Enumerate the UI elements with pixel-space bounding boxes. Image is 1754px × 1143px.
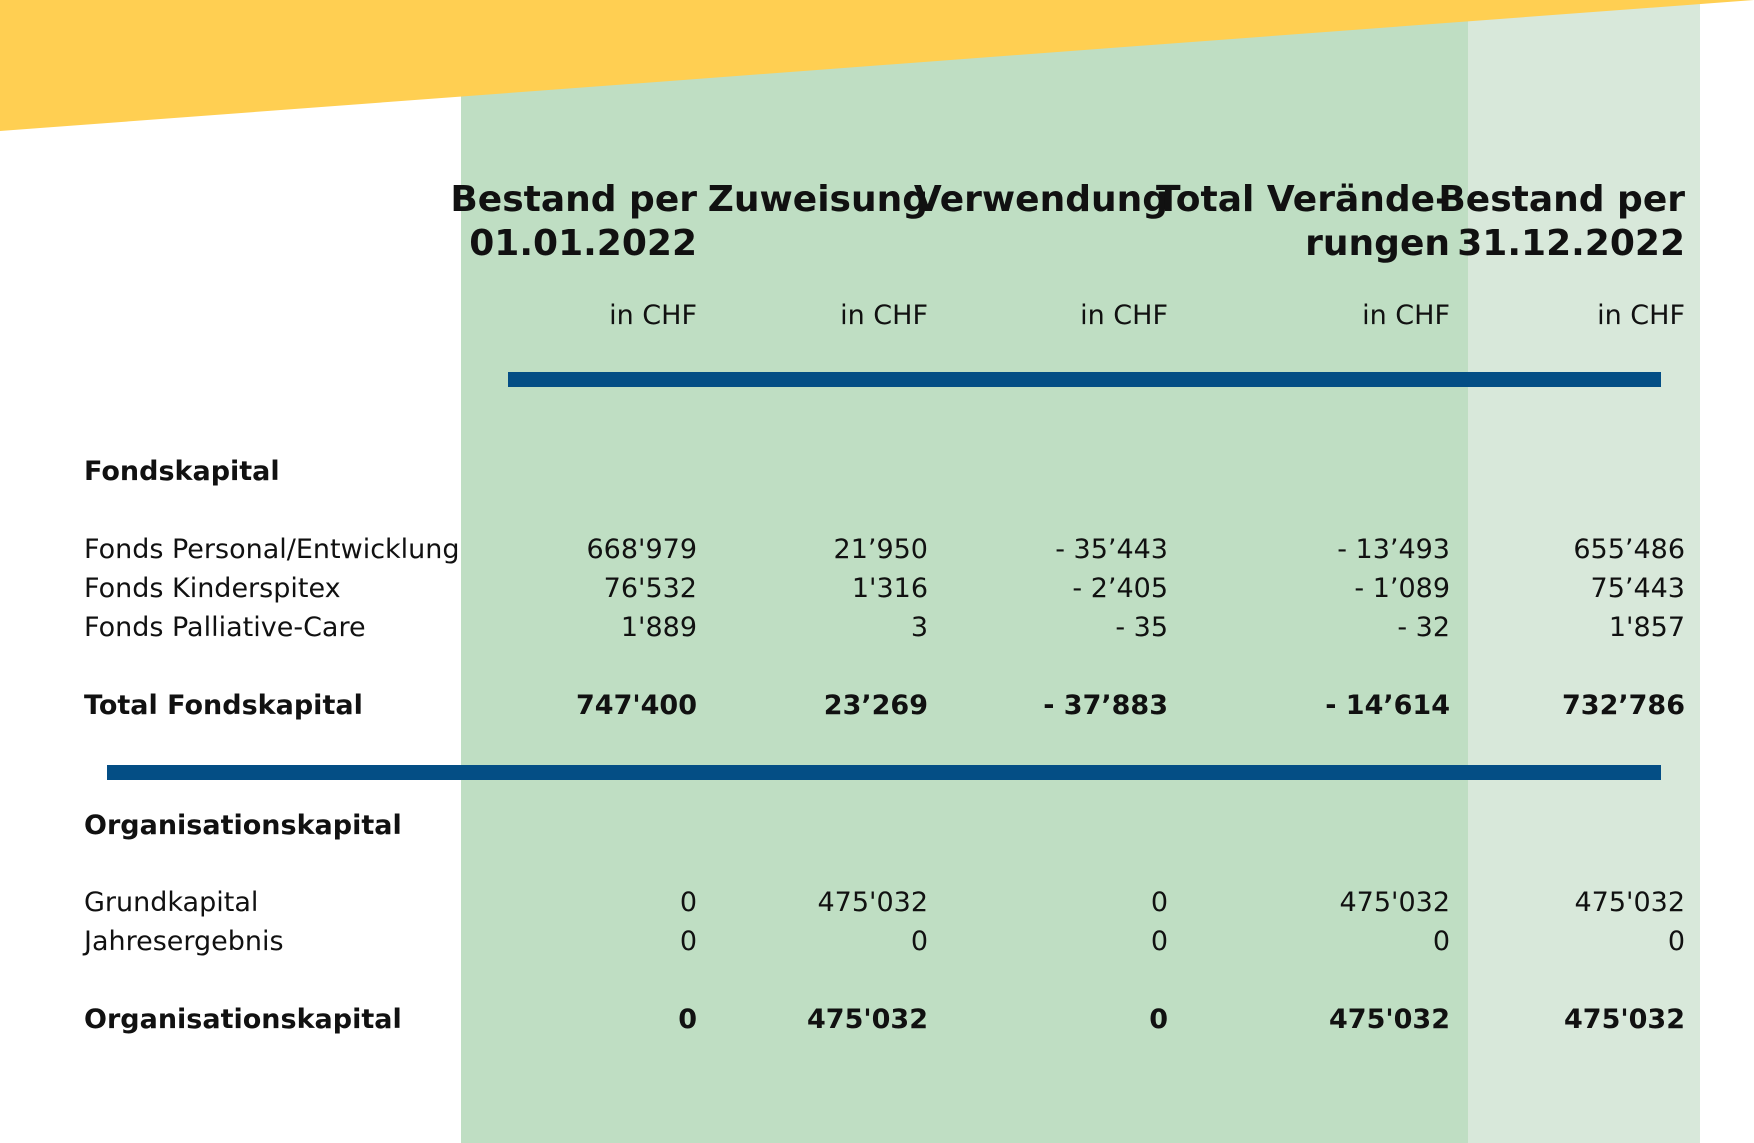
table-cell: 0 bbox=[679, 926, 697, 957]
section-title-organisationskapital: Organisationskapital bbox=[84, 810, 402, 841]
table-cell: - 35 bbox=[1115, 612, 1168, 643]
header-line: 31.12.2022 bbox=[1457, 223, 1685, 264]
table-cell: 75’443 bbox=[1590, 573, 1685, 604]
total-cell: - 37’883 bbox=[1043, 690, 1168, 721]
table-cell: - 35’443 bbox=[1055, 534, 1168, 565]
table-cell: 3 bbox=[910, 612, 928, 643]
header-line: 01.01.2022 bbox=[469, 223, 697, 264]
column-header-bestand-start bbox=[450, 178, 697, 266]
section-title-fondskapital: Fondskapital bbox=[84, 456, 280, 487]
unit-label: in CHF bbox=[1080, 300, 1168, 331]
row-label: Fonds Palliative-Care bbox=[84, 612, 366, 643]
header-line: Bestand per bbox=[450, 179, 697, 220]
header-line: rungen bbox=[1305, 223, 1450, 264]
header-divider bbox=[508, 372, 1661, 387]
table-cell: 668'979 bbox=[586, 534, 697, 565]
yellow-accent-banner bbox=[0, 0, 1754, 140]
header-line: Zuweisung bbox=[707, 179, 928, 220]
table-cell: - 13’493 bbox=[1337, 534, 1450, 565]
unit-label: in CHF bbox=[840, 300, 928, 331]
total-cell: - 14’614 bbox=[1325, 690, 1450, 721]
table-cell: - 1’089 bbox=[1354, 573, 1450, 604]
row-label: Grundkapital bbox=[84, 887, 259, 918]
column-header-zuweisung bbox=[708, 178, 928, 222]
column-header-verwendung bbox=[914, 178, 1168, 222]
table-cell: 0 bbox=[679, 887, 697, 918]
total-cell: 475'032 bbox=[1329, 1004, 1450, 1035]
total-cell: 475'032 bbox=[1564, 1004, 1685, 1035]
header-line: Total Verände- bbox=[1156, 179, 1450, 220]
table-cell: 655’486 bbox=[1573, 534, 1685, 565]
yellow-accent-shape bbox=[0, 0, 1754, 131]
table-cell: 1'889 bbox=[620, 612, 697, 643]
table-cell: 21’950 bbox=[833, 534, 928, 565]
table-cell: 0 bbox=[1432, 926, 1450, 957]
total-cell: 732’786 bbox=[1562, 690, 1685, 721]
table-cell: 0 bbox=[1667, 926, 1685, 957]
table-cell: 0 bbox=[910, 926, 928, 957]
total-cell: 475'032 bbox=[807, 1004, 928, 1035]
total-label: Organisationskapital bbox=[84, 1004, 402, 1035]
green-column-band bbox=[461, 0, 1468, 1143]
total-cell: 23’269 bbox=[823, 690, 928, 721]
total-cell: 0 bbox=[678, 1004, 697, 1035]
column-header-bestand-end bbox=[1438, 178, 1685, 266]
table-cell: 1'857 bbox=[1608, 612, 1685, 643]
header-line: Verwendung bbox=[913, 179, 1168, 220]
table-cell: 475'032 bbox=[817, 887, 928, 918]
table-cell: 0 bbox=[1150, 926, 1168, 957]
row-label: Fonds Personal/Entwicklung bbox=[84, 534, 460, 565]
header-line: Bestand per bbox=[1438, 179, 1685, 220]
unit-label: in CHF bbox=[1597, 300, 1685, 331]
total-label: Total Fondskapital bbox=[84, 690, 363, 721]
unit-label: in CHF bbox=[1362, 300, 1450, 331]
table-cell: 0 bbox=[1150, 887, 1168, 918]
table-cell: 1'316 bbox=[851, 573, 928, 604]
total-cell: 0 bbox=[1149, 1004, 1168, 1035]
table-cell: - 2’405 bbox=[1072, 573, 1168, 604]
light-green-column-band bbox=[1468, 0, 1700, 1143]
table-cell: - 32 bbox=[1397, 612, 1450, 643]
unit-label: in CHF bbox=[609, 300, 697, 331]
table-cell: 76'532 bbox=[603, 573, 697, 604]
row-label: Jahresergebnis bbox=[84, 926, 284, 957]
section-divider bbox=[107, 765, 1661, 780]
row-label: Fonds Kinderspitex bbox=[84, 573, 341, 604]
column-header-total-veraenderungen bbox=[1156, 178, 1450, 266]
table-cell: 475'032 bbox=[1574, 887, 1685, 918]
total-cell: 747'400 bbox=[576, 690, 697, 721]
table-cell: 475'032 bbox=[1339, 887, 1450, 918]
